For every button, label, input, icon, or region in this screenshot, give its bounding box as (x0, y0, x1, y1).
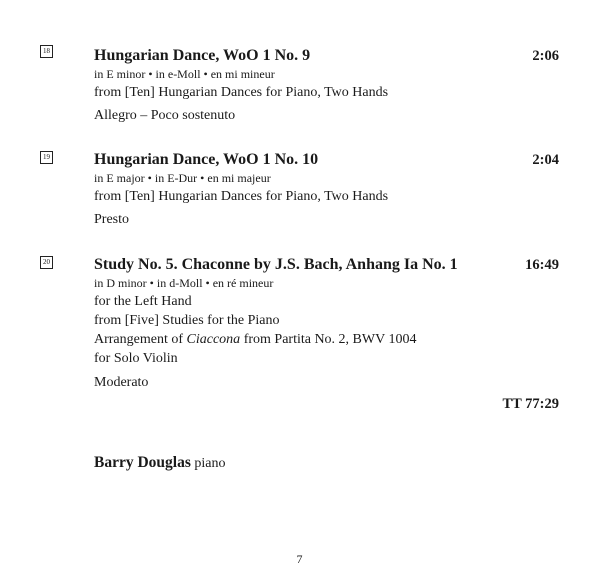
track-source: from [Five] Studies for the Piano (94, 313, 280, 328)
page-number: 7 (296, 552, 303, 566)
track-tempo: Presto (94, 212, 129, 227)
track-title: Study No. 5. Chaconne by J.S. Bach, Anhang Ia No. 1 (94, 256, 458, 273)
track-source: from [Ten] Hungarian Dances for Piano, Two Hands (94, 85, 389, 100)
track-tempo: Moderato (94, 375, 149, 390)
track-number-badge: 19 (40, 151, 53, 164)
performer-instrument: piano (194, 456, 226, 471)
track-number-badge: 20 (40, 256, 53, 269)
arrangement-work-title: Ciaccona (186, 332, 241, 347)
total-time: TT 77:29 (502, 396, 559, 412)
track-keys: in E major • in E-Dur • en mi majeur (94, 171, 271, 185)
performer-credit (94, 454, 225, 473)
track-hand: for the Left Hand (94, 294, 192, 309)
arrangement-prefix: Arrangement of (94, 332, 187, 347)
arrangement-suffix: from Partita No. 2, BWV 1004 (240, 332, 417, 347)
track-number-badge: 18 (40, 45, 53, 58)
track-duration: 16:49 (525, 257, 559, 273)
track-instrument: for Solo Violin (94, 351, 178, 366)
track-duration: 2:06 (532, 48, 559, 64)
track-keys: in D minor • in d-Moll • en ré mineur (94, 276, 274, 290)
track-title: Hungarian Dance, WoO 1 No. 9 (94, 47, 311, 64)
performer-name: Barry Douglas (94, 454, 191, 471)
track-source: from [Ten] Hungarian Dances for Piano, Two Hands (94, 189, 389, 204)
track-arrangement (94, 331, 416, 349)
track-tempo: Allegro – Poco sostenuto (94, 108, 236, 123)
track-keys: in E minor • in e-Moll • en mi mineur (94, 67, 275, 81)
track-duration: 2:04 (532, 152, 559, 168)
track-title: Hungarian Dance, WoO 1 No. 10 (94, 151, 319, 168)
